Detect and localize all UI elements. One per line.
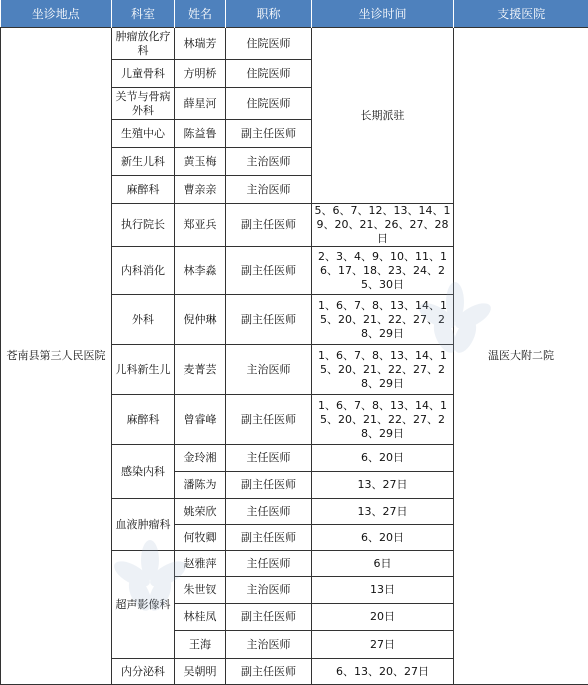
schedule-days-cell: 13日 bbox=[312, 577, 454, 604]
doctor-name-cell: 麦菁芸 bbox=[175, 345, 226, 395]
doctor-title-cell: 住院医师 bbox=[226, 60, 312, 88]
department-cell: 外科 bbox=[112, 295, 175, 345]
schedule-days-cell: 13、27日 bbox=[312, 472, 454, 499]
doctor-title-cell: 主治医师 bbox=[226, 577, 312, 604]
doctor-name-cell: 赵雅萍 bbox=[175, 551, 226, 577]
schedule-days-cell: 13、27日 bbox=[312, 499, 454, 525]
doctor-name-cell: 林李淼 bbox=[175, 247, 226, 295]
doctor-name-cell: 薛星河 bbox=[175, 88, 226, 120]
doctor-title-cell: 副主任医师 bbox=[226, 472, 312, 499]
header-row bbox=[1, 0, 588, 28]
doctor-name-cell: 朱世钗 bbox=[175, 577, 226, 604]
doctor-title-cell: 主治医师 bbox=[226, 176, 312, 204]
doctor-title-cell: 主任医师 bbox=[226, 499, 312, 525]
schedule-days-cell: 1、6、7、8、13、14、15、20、21、22、27、28、29日 bbox=[312, 395, 454, 445]
doctor-title-cell: 住院医师 bbox=[226, 88, 312, 120]
doctor-title-cell: 副主任医师 bbox=[226, 295, 312, 345]
department-cell: 儿童骨科 bbox=[112, 60, 175, 88]
header-hospital: 支援医院 bbox=[454, 0, 588, 28]
department-cell: 儿科新生儿 bbox=[112, 345, 175, 395]
doctor-title-cell: 副主任医师 bbox=[226, 204, 312, 247]
location-cell: 苍南县第三人民医院 bbox=[1, 28, 112, 685]
department-cell: 生殖中心 bbox=[112, 120, 175, 148]
doctor-name-cell: 潘陈为 bbox=[175, 472, 226, 499]
department-cell: 内分泌科 bbox=[112, 659, 175, 685]
header-department: 科室 bbox=[112, 0, 175, 28]
header-location: 坐诊地点 bbox=[1, 0, 112, 28]
doctor-title-cell: 主治医师 bbox=[226, 345, 312, 395]
doctor-name-cell: 吴朝明 bbox=[175, 659, 226, 685]
department-cell: 超声影像科 bbox=[112, 551, 175, 659]
doctor-title-cell: 副主任医师 bbox=[226, 247, 312, 295]
schedule-days-cell: 1、6、7、8、13、14、15、20、21、22、27、28、29日 bbox=[312, 295, 454, 345]
doctor-title-cell: 主治医师 bbox=[226, 631, 312, 659]
doctor-title-cell: 住院医师 bbox=[226, 28, 312, 60]
schedule-days-cell: 2、3、4、9、10、11、16、17、18、23、24、25、30日 bbox=[312, 247, 454, 295]
schedule-days-cell: 6、13、20、27日 bbox=[312, 659, 454, 685]
schedule-days-cell: 6、20日 bbox=[312, 525, 454, 551]
department-cell: 执行院长 bbox=[112, 204, 175, 247]
department-cell: 麻醉科 bbox=[112, 176, 175, 204]
doctor-title-cell: 副主任医师 bbox=[226, 525, 312, 551]
department-cell: 血液肿瘤科 bbox=[112, 499, 175, 551]
doctor-title-cell: 副主任医师 bbox=[226, 659, 312, 685]
schedule-days-cell: 6、20日 bbox=[312, 445, 454, 472]
doctor-title-cell: 主任医师 bbox=[226, 445, 312, 472]
doctor-name-cell: 曾睿峰 bbox=[175, 395, 226, 445]
doctor-name-cell: 郑亚兵 bbox=[175, 204, 226, 247]
header-title: 职称 bbox=[226, 0, 312, 28]
doctor-title-cell: 主治医师 bbox=[226, 148, 312, 176]
doctor-name-cell: 方明桥 bbox=[175, 60, 226, 88]
schedule-days-cell: 20日 bbox=[312, 604, 454, 631]
schedule-days-cell: 6日 bbox=[312, 551, 454, 577]
schedule-days-cell: 27日 bbox=[312, 631, 454, 659]
department-cell: 麻醉科 bbox=[112, 395, 175, 445]
table-row bbox=[1, 28, 588, 60]
department-cell: 感染内科 bbox=[112, 445, 175, 499]
doctor-name-cell: 陈益鲁 bbox=[175, 120, 226, 148]
doctor-name-cell: 林瑞芳 bbox=[175, 28, 226, 60]
doctor-name-cell: 林桂凤 bbox=[175, 604, 226, 631]
doctor-title-cell: 主任医师 bbox=[226, 551, 312, 577]
doctor-name-cell: 曹亲亲 bbox=[175, 176, 226, 204]
department-cell: 肿瘤放化疗科 bbox=[112, 28, 175, 60]
doctor-name-cell: 金玲湘 bbox=[175, 445, 226, 472]
long-term-cell: 长期派驻 bbox=[312, 28, 454, 204]
doctor-name-cell: 黄玉梅 bbox=[175, 148, 226, 176]
doctor-name-cell: 姚荣欣 bbox=[175, 499, 226, 525]
doctor-title-cell: 副主任医师 bbox=[226, 604, 312, 631]
header-time: 坐诊时间 bbox=[312, 0, 454, 28]
doctor-name-cell: 倪仲琳 bbox=[175, 295, 226, 345]
doctor-name-cell: 王海 bbox=[175, 631, 226, 659]
schedule-days-cell: 1、6、7、8、13、14、15、20、21、22、27、28、29日 bbox=[312, 345, 454, 395]
schedule-days-cell: 5、6、7、12、13、14、19、20、21、26、27、28日 bbox=[312, 204, 454, 247]
header-name: 姓名 bbox=[175, 0, 226, 28]
doctor-title-cell: 副主任医师 bbox=[226, 395, 312, 445]
doctor-title-cell: 副主任医师 bbox=[226, 120, 312, 148]
department-cell: 关节与骨病外科 bbox=[112, 88, 175, 120]
department-cell: 内科消化 bbox=[112, 247, 175, 295]
doctor-name-cell: 何牧卿 bbox=[175, 525, 226, 551]
supporting-hospital-cell: 温医大附二院 bbox=[454, 28, 588, 685]
department-cell: 新生儿科 bbox=[112, 148, 175, 176]
